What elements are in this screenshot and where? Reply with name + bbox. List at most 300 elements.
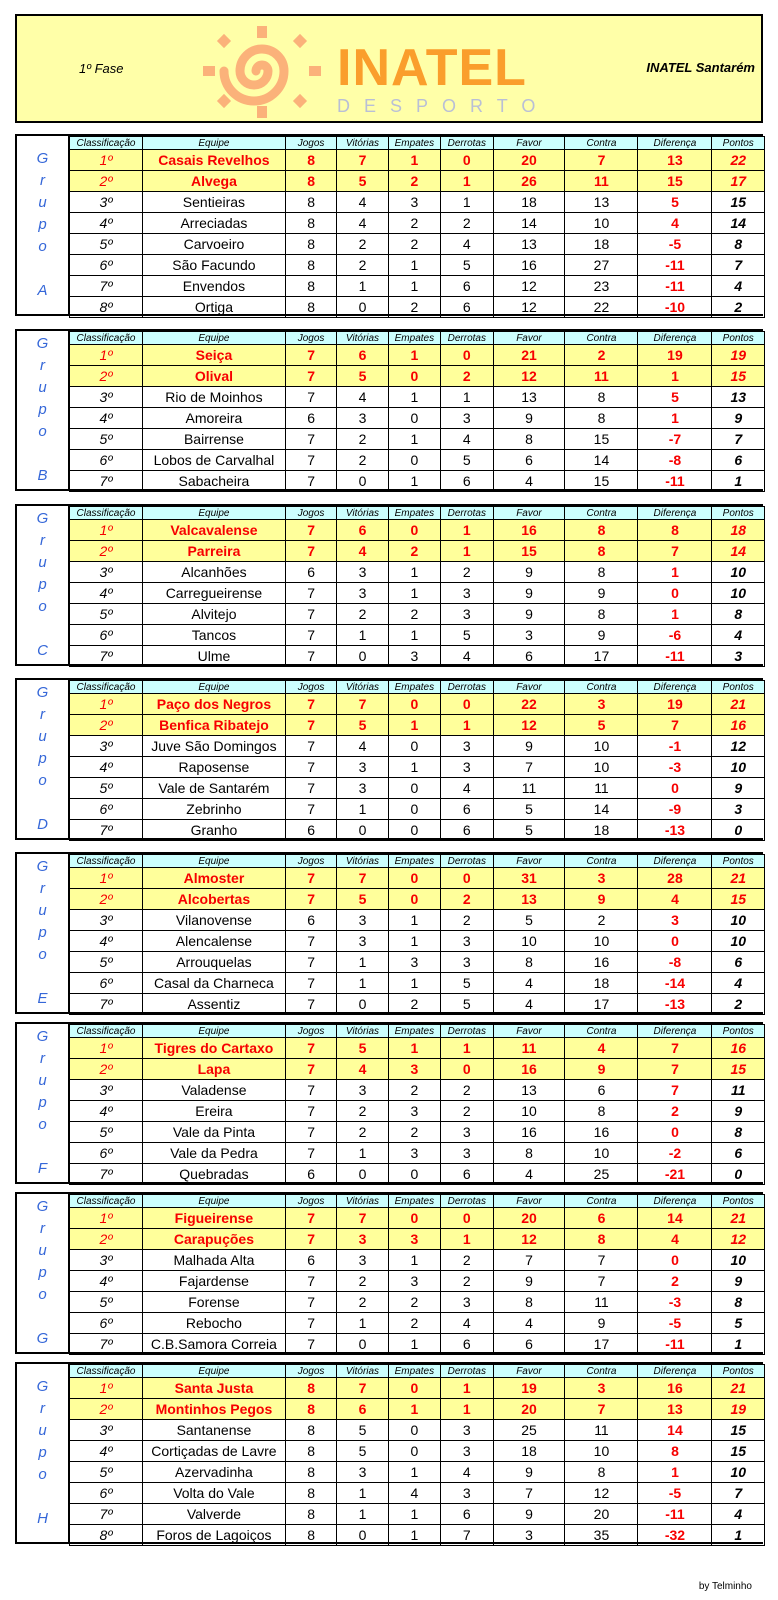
footer-credit: by Telminho — [698, 1581, 752, 1592]
table-cell: 1 — [337, 1313, 388, 1334]
table-cell: 13 — [493, 234, 565, 255]
points-cell: 9 — [712, 1101, 765, 1122]
goal-difference-cell: -9 — [638, 799, 712, 820]
position-cell: 7º — [70, 820, 143, 841]
position-cell: 3º — [70, 387, 143, 408]
table-cell: 20 — [493, 1208, 565, 1229]
table-cell: 6 — [337, 520, 388, 541]
points-cell: 15 — [712, 192, 765, 213]
table-cell: 1 — [388, 583, 440, 604]
goal-difference-cell: 8 — [638, 1441, 712, 1462]
table-cell: 1 — [337, 1143, 388, 1164]
table-cell: 1 — [388, 1462, 440, 1483]
group-label-letter: p — [38, 400, 47, 418]
table-cell: 7 — [285, 366, 336, 387]
position-cell: 3º — [70, 562, 143, 583]
team-name-cell: Lobos de Carvalhal — [142, 450, 285, 471]
goal-difference-cell: 5 — [638, 387, 712, 408]
table-cell: 4 — [388, 1483, 440, 1504]
table-cell: 5 — [441, 450, 493, 471]
group-label-letter: G — [36, 150, 49, 167]
table-cell: 1 — [337, 799, 388, 820]
table-row — [70, 1271, 765, 1292]
goal-difference-cell: -1 — [638, 736, 712, 757]
goal-difference-cell: -2 — [638, 1143, 712, 1164]
group-label — [17, 506, 69, 664]
table-cell: 2 — [441, 1271, 493, 1292]
table-cell: 4 — [493, 973, 565, 994]
table-cell: 4 — [493, 471, 565, 492]
points-cell: 8 — [712, 604, 765, 625]
table-cell: 0 — [441, 694, 493, 715]
table-cell: 6 — [337, 1399, 388, 1420]
table-cell: 8 — [285, 1504, 336, 1525]
table-cell: 3 — [441, 757, 493, 778]
table-row — [70, 1504, 765, 1525]
position-cell: 2º — [70, 889, 143, 910]
table-cell: 3 — [441, 604, 493, 625]
team-name-cell: Cortiçadas de Lavre — [142, 1441, 285, 1462]
points-cell: 5 — [712, 1313, 765, 1334]
table-cell: 12 — [493, 297, 565, 318]
position-cell: 7º — [70, 276, 143, 297]
table-cell: 0 — [388, 889, 440, 910]
position-cell: 7º — [70, 994, 143, 1015]
table-cell: 9 — [493, 1462, 565, 1483]
table-cell: 17 — [565, 646, 638, 667]
table-cell: 11 — [565, 366, 638, 387]
table-row — [70, 868, 765, 889]
table-cell: 1 — [388, 150, 440, 171]
group-label-letter: u — [38, 1241, 47, 1259]
table-cell: 8 — [565, 408, 638, 429]
table-cell: 7 — [493, 757, 565, 778]
table-cell: 7 — [285, 583, 336, 604]
table-row — [70, 171, 765, 192]
position-cell: 4º — [70, 583, 143, 604]
table-cell: 16 — [493, 1059, 565, 1080]
table-cell: 0 — [388, 1208, 440, 1229]
goal-difference-cell: 16 — [638, 1378, 712, 1399]
column-header: Classificação — [70, 507, 143, 520]
position-cell: 1º — [70, 520, 143, 541]
table-cell: 7 — [285, 973, 336, 994]
points-cell: 0 — [712, 1164, 765, 1185]
table-cell: 6 — [285, 1250, 336, 1271]
table-cell: 8 — [285, 1420, 336, 1441]
table-cell: 22 — [565, 297, 638, 318]
table-cell: 18 — [565, 820, 638, 841]
points-cell: 8 — [712, 1292, 765, 1313]
group-label-letter: G — [36, 1378, 49, 1395]
table-cell: 1 — [337, 973, 388, 994]
table-cell: 3 — [565, 694, 638, 715]
column-header: Classificação — [70, 1025, 143, 1038]
table-cell: 14 — [565, 799, 638, 820]
column-header: Empates — [388, 1025, 440, 1038]
column-header: Vitórias — [337, 1025, 388, 1038]
table-cell: 1 — [388, 1399, 440, 1420]
table-cell: 7 — [493, 1483, 565, 1504]
group-label-letter: r — [40, 172, 45, 189]
table-cell: 7 — [285, 1143, 336, 1164]
table-cell: 3 — [441, 583, 493, 604]
group-label-letter: u — [38, 901, 47, 919]
table-cell: 0 — [388, 520, 440, 541]
team-name-cell: C.B.Samora Correia — [142, 1334, 285, 1355]
table-cell: 6 — [285, 562, 336, 583]
table-cell: 8 — [493, 429, 565, 450]
column-header: Vitórias — [337, 507, 388, 520]
position-cell: 4º — [70, 757, 143, 778]
goal-difference-cell: -3 — [638, 757, 712, 778]
table-cell: 6 — [337, 345, 388, 366]
table-cell: 18 — [565, 973, 638, 994]
table-cell: 3 — [388, 1229, 440, 1250]
position-cell: 1º — [70, 1378, 143, 1399]
table-cell: 8 — [493, 1143, 565, 1164]
table-cell: 6 — [441, 820, 493, 841]
table-cell: 9 — [493, 604, 565, 625]
position-cell: 4º — [70, 1441, 143, 1462]
table-cell: 7 — [285, 994, 336, 1015]
table-row — [70, 994, 765, 1015]
team-name-cell: Azervadinha — [142, 1462, 285, 1483]
table-cell: 2 — [337, 604, 388, 625]
table-row — [70, 1292, 765, 1313]
team-name-cell: Rebocho — [142, 1313, 285, 1334]
table-cell: 5 — [493, 910, 565, 931]
table-cell: 2 — [388, 1122, 440, 1143]
goal-difference-cell: 7 — [638, 541, 712, 562]
table-cell: 7 — [285, 931, 336, 952]
table-cell: 1 — [388, 973, 440, 994]
team-name-cell: Sentieiras — [142, 192, 285, 213]
table-cell: 0 — [441, 1208, 493, 1229]
table-cell: 13 — [493, 889, 565, 910]
table-cell: 7 — [285, 1038, 336, 1059]
table-cell: 9 — [565, 625, 638, 646]
position-cell: 7º — [70, 646, 143, 667]
table-cell: 20 — [493, 1399, 565, 1420]
table-cell: 3 — [441, 408, 493, 429]
standings-table — [69, 1364, 765, 1546]
position-cell: 1º — [70, 694, 143, 715]
column-header: Jogos — [285, 855, 336, 868]
group-label-letter: p — [38, 216, 47, 233]
position-cell: 2º — [70, 715, 143, 736]
team-name-cell: Seiça — [142, 345, 285, 366]
group-label — [17, 136, 69, 314]
column-header: Diferença — [638, 1195, 712, 1208]
group-c-standings — [15, 504, 763, 666]
team-name-cell: Carregueirense — [142, 583, 285, 604]
table-cell: 18 — [565, 234, 638, 255]
position-cell: 6º — [70, 799, 143, 820]
position-cell: 1º — [70, 868, 143, 889]
table-cell: 11 — [493, 778, 565, 799]
column-header: Favor — [493, 332, 565, 345]
column-header: Diferença — [638, 855, 712, 868]
points-cell: 21 — [712, 1378, 765, 1399]
group-label-letter: G — [36, 1329, 49, 1347]
column-header: Derrotas — [441, 137, 493, 150]
goal-difference-cell: 0 — [638, 583, 712, 604]
phase-label: 1º Fase — [79, 61, 124, 76]
table-row — [70, 541, 765, 562]
table-row — [70, 1399, 765, 1420]
team-name-cell: Casais Revelhos — [142, 150, 285, 171]
table-cell: 0 — [337, 297, 388, 318]
team-name-cell: Quebradas — [142, 1164, 285, 1185]
table-row — [70, 694, 765, 715]
table-cell: 2 — [441, 889, 493, 910]
goal-difference-cell: -5 — [638, 1313, 712, 1334]
position-cell: 5º — [70, 234, 143, 255]
table-cell: 7 — [285, 889, 336, 910]
table-cell: 9 — [493, 408, 565, 429]
column-header: Equipe — [142, 681, 285, 694]
goal-difference-cell: -32 — [638, 1525, 712, 1546]
table-row — [70, 1420, 765, 1441]
table-row — [70, 1080, 765, 1101]
points-cell: 3 — [712, 799, 765, 820]
team-name-cell: Vilanovense — [142, 910, 285, 931]
group-label — [17, 1194, 69, 1352]
table-cell: 5 — [337, 1441, 388, 1462]
table-cell: 1 — [441, 171, 493, 192]
points-cell: 12 — [712, 736, 765, 757]
points-cell: 1 — [712, 1525, 765, 1546]
points-cell: 3 — [712, 646, 765, 667]
table-cell: 7 — [285, 1080, 336, 1101]
table-cell: 3 — [493, 1525, 565, 1546]
group-label — [17, 1024, 69, 1182]
table-cell: 8 — [285, 1378, 336, 1399]
goal-difference-cell: 0 — [638, 1250, 712, 1271]
table-cell: 3 — [441, 1292, 493, 1313]
table-cell: 2 — [388, 213, 440, 234]
points-cell: 13 — [712, 387, 765, 408]
goal-difference-cell: -11 — [638, 1334, 712, 1355]
group-label-letter: u — [38, 194, 47, 211]
position-cell: 4º — [70, 931, 143, 952]
table-cell: 9 — [565, 1059, 638, 1080]
table-cell: 2 — [441, 1250, 493, 1271]
group-label-letter: B — [37, 466, 48, 484]
table-row — [70, 778, 765, 799]
group-label-letter: G — [36, 857, 49, 875]
table-cell: 3 — [388, 192, 440, 213]
goal-difference-cell: 7 — [638, 715, 712, 736]
table-cell: 4 — [337, 541, 388, 562]
table-cell: 6 — [285, 408, 336, 429]
table-cell: 8 — [285, 1525, 336, 1546]
position-cell: 6º — [70, 625, 143, 646]
team-name-cell: Valcavalense — [142, 520, 285, 541]
table-cell: 1 — [441, 387, 493, 408]
position-cell: 8º — [70, 297, 143, 318]
table-cell: 8 — [285, 1399, 336, 1420]
team-name-cell: Vale de Santarém — [142, 778, 285, 799]
group-f-standings — [15, 1022, 763, 1184]
points-cell: 10 — [712, 1250, 765, 1271]
table-cell: 4 — [337, 736, 388, 757]
table-cell: 7 — [285, 1271, 336, 1292]
table-cell: 5 — [337, 889, 388, 910]
table-cell: 7 — [285, 1122, 336, 1143]
table-cell: 16 — [565, 1122, 638, 1143]
table-cell: 12 — [493, 715, 565, 736]
column-header: Contra — [565, 1195, 638, 1208]
table-cell: 12 — [565, 1483, 638, 1504]
table-cell: 0 — [337, 471, 388, 492]
team-name-cell: Casal da Charneca — [142, 973, 285, 994]
table-row — [70, 387, 765, 408]
table-row — [70, 1250, 765, 1271]
table-cell: 1 — [388, 1250, 440, 1271]
goal-difference-cell: -13 — [638, 994, 712, 1015]
position-cell: 5º — [70, 604, 143, 625]
position-cell: 4º — [70, 213, 143, 234]
table-cell: 3 — [337, 778, 388, 799]
goal-difference-cell: 19 — [638, 345, 712, 366]
points-cell: 0 — [712, 820, 765, 841]
table-cell: 7 — [285, 520, 336, 541]
position-cell: 5º — [70, 429, 143, 450]
table-cell: 1 — [441, 541, 493, 562]
points-cell: 7 — [712, 255, 765, 276]
table-row — [70, 1313, 765, 1334]
table-cell: 10 — [565, 736, 638, 757]
points-cell: 7 — [712, 1483, 765, 1504]
points-cell: 10 — [712, 583, 765, 604]
table-cell: 0 — [388, 868, 440, 889]
points-cell: 12 — [712, 1229, 765, 1250]
points-cell: 10 — [712, 931, 765, 952]
position-cell: 5º — [70, 1462, 143, 1483]
position-cell: 5º — [70, 952, 143, 973]
column-header: Jogos — [285, 1195, 336, 1208]
points-cell: 19 — [712, 345, 765, 366]
table-row — [70, 366, 765, 387]
team-name-cell: Fajardense — [142, 1271, 285, 1292]
table-cell: 2 — [441, 1080, 493, 1101]
column-header: Jogos — [285, 1025, 336, 1038]
table-header-row — [70, 137, 765, 150]
table-cell: 7 — [285, 541, 336, 562]
team-name-cell: Granho — [142, 820, 285, 841]
table-cell: 7 — [441, 1525, 493, 1546]
group-a-standings — [15, 134, 763, 316]
table-cell: 10 — [565, 931, 638, 952]
group-label-letter: u — [38, 727, 47, 745]
table-cell: 2 — [441, 213, 493, 234]
column-header: Jogos — [285, 681, 336, 694]
table-cell: 7 — [493, 1250, 565, 1271]
position-cell: 6º — [70, 1313, 143, 1334]
group-e-standings — [15, 852, 763, 1014]
table-cell: 21 — [493, 345, 565, 366]
goal-difference-cell: -5 — [638, 234, 712, 255]
goal-difference-cell: -13 — [638, 820, 712, 841]
table-cell: 1 — [441, 1229, 493, 1250]
table-cell: 20 — [493, 150, 565, 171]
points-cell: 9 — [712, 408, 765, 429]
team-name-cell: Vale da Pinta — [142, 1122, 285, 1143]
table-cell: 1 — [388, 910, 440, 931]
group-label-letter: o — [38, 1115, 47, 1133]
table-cell: 7 — [285, 1208, 336, 1229]
group-b-standings — [15, 329, 763, 491]
goal-difference-cell: 28 — [638, 868, 712, 889]
table-cell: 1 — [388, 1504, 440, 1525]
table-row — [70, 234, 765, 255]
group-label — [17, 331, 69, 489]
position-cell: 6º — [70, 1143, 143, 1164]
goal-difference-cell: 14 — [638, 1208, 712, 1229]
table-cell: 2 — [565, 345, 638, 366]
group-label — [17, 680, 69, 838]
table-cell: 3 — [337, 1462, 388, 1483]
table-cell: 1 — [388, 471, 440, 492]
position-cell: 5º — [70, 1122, 143, 1143]
goal-difference-cell: 1 — [638, 408, 712, 429]
table-cell: 7 — [337, 150, 388, 171]
column-header: Diferença — [638, 137, 712, 150]
table-cell: 4 — [337, 213, 388, 234]
table-row — [70, 1059, 765, 1080]
table-cell: 3 — [388, 1059, 440, 1080]
column-header: Equipe — [142, 507, 285, 520]
points-cell: 15 — [712, 1441, 765, 1462]
table-header-row — [70, 1195, 765, 1208]
table-cell: 5 — [337, 171, 388, 192]
table-cell: 23 — [565, 276, 638, 297]
points-cell: 15 — [712, 889, 765, 910]
table-cell: 8 — [565, 541, 638, 562]
team-name-cell: Alencalense — [142, 931, 285, 952]
team-name-cell: Figueirense — [142, 1208, 285, 1229]
points-cell: 19 — [712, 1399, 765, 1420]
table-cell: 2 — [337, 1271, 388, 1292]
group-label-letter: u — [38, 1071, 47, 1089]
group-label-letter: o — [38, 1285, 47, 1303]
table-cell: 5 — [441, 973, 493, 994]
table-cell: 27 — [565, 255, 638, 276]
points-cell: 15 — [712, 1059, 765, 1080]
position-cell: 7º — [70, 1334, 143, 1355]
team-name-cell: Alcobertas — [142, 889, 285, 910]
team-name-cell: Sabacheira — [142, 471, 285, 492]
table-cell: 1 — [388, 1334, 440, 1355]
table-cell: 1 — [441, 1378, 493, 1399]
table-row — [70, 889, 765, 910]
table-row — [70, 1164, 765, 1185]
position-cell: 2º — [70, 1059, 143, 1080]
table-cell: 3 — [441, 952, 493, 973]
column-header: Derrotas — [441, 1025, 493, 1038]
column-header: Vitórias — [337, 332, 388, 345]
column-header: Equipe — [142, 137, 285, 150]
table-cell: 4 — [337, 387, 388, 408]
table-row — [70, 150, 765, 171]
table-cell: 6 — [565, 1208, 638, 1229]
goal-difference-cell: -8 — [638, 450, 712, 471]
table-cell: 4 — [441, 234, 493, 255]
table-cell: 18 — [493, 1441, 565, 1462]
table-cell: 8 — [285, 192, 336, 213]
